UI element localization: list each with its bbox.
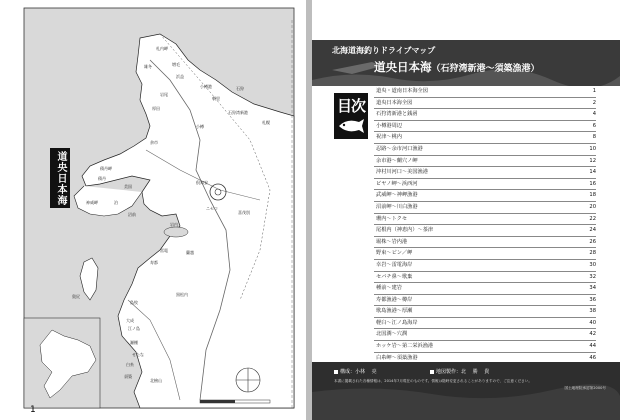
place-name: 岩尾 — [160, 92, 168, 97]
toc-row[interactable] — [374, 248, 596, 260]
toc-page: 14 — [589, 169, 596, 176]
toc-row[interactable] — [374, 329, 596, 341]
toc-row[interactable] — [374, 283, 596, 295]
place-name: 寿都 — [150, 260, 158, 265]
header-title — [374, 59, 540, 75]
toc-page: 18 — [589, 192, 596, 199]
toc-page: 1 — [592, 88, 596, 94]
toc-title: セバチ鼻～歌棄 — [376, 273, 413, 280]
toc-title: 尾根内（神恵内）～茶津 — [376, 227, 434, 234]
toc-row[interactable] — [374, 179, 596, 191]
credit-name: 北 勝 貴 — [461, 369, 490, 375]
toc-title: ホッケ岩～第二栄浜漁港 — [376, 343, 434, 350]
toc-page: 30 — [589, 261, 596, 268]
toc-title: 忍路～余市河口漁港 — [376, 145, 423, 152]
toc-page: 8 — [592, 134, 596, 141]
toc-row[interactable] — [374, 156, 596, 168]
toc-page: 36 — [589, 296, 596, 303]
toc-row[interactable] — [374, 341, 596, 353]
bullet-square-icon — [334, 370, 338, 374]
toc-page: 42 — [589, 331, 596, 338]
toc-title: 石狩湾新港と銭函 — [376, 111, 418, 118]
place-name: 石狩湾新港 — [228, 110, 248, 115]
place-name: 瀬棚 — [130, 340, 138, 345]
toc-page: 16 — [589, 180, 596, 187]
place-name: 積丹 — [98, 176, 106, 181]
toc-title: 白糸岬～須築漁港 — [376, 354, 418, 361]
place-name: 倶知安 — [196, 180, 208, 185]
header-title-paren: （石狩湾新港～須築漁港） — [431, 64, 540, 74]
toc-title: 寿都漁港～樽岸 — [376, 296, 413, 303]
toc-row[interactable] — [374, 214, 596, 226]
right-page-toc — [312, 0, 620, 420]
toc-page: 20 — [589, 203, 596, 210]
toc-title: 道央日本海全図 — [376, 99, 413, 106]
toc-row[interactable] — [374, 86, 596, 98]
toc-row[interactable] — [374, 318, 596, 330]
toc-title: 余市港～蘭穴ノ岬 — [376, 157, 418, 164]
toc-page: 46 — [589, 354, 596, 361]
toc-row[interactable] — [374, 306, 596, 318]
toc-row[interactable] — [374, 132, 596, 144]
toc-page: 28 — [589, 250, 596, 257]
page-number-left: 1 — [30, 405, 36, 415]
toc-page: 38 — [589, 308, 596, 315]
toc-page: 4 — [592, 111, 596, 118]
header-title-main: 道央日本海 — [374, 60, 432, 74]
toc-row[interactable] — [374, 144, 596, 156]
disclaimer-note: 本書に掲載された各種情報は、2014年7月現在のものです。情報は随時変更されることがありますので、ご注意ください。 — [334, 379, 532, 383]
coastline-map — [0, 0, 306, 420]
place-name: 札内岬 — [156, 46, 168, 51]
place-name: 積丹岬 — [100, 166, 112, 171]
place-name: 江ノ島 — [128, 326, 140, 331]
toc-row[interactable] — [374, 272, 596, 284]
toc-list — [374, 86, 596, 364]
credit-map: 地図製作：北 勝 貴 — [430, 368, 489, 375]
toc-page: 34 — [589, 285, 596, 292]
place-name: 大成 — [126, 318, 134, 323]
place-name: 白糸 — [126, 362, 134, 367]
toc-title: 幸岩～雷電海岸 — [376, 261, 413, 268]
left-page-map — [0, 0, 306, 420]
toc-title: 野束～ビン／岬 — [376, 250, 413, 257]
credit-label: 構成 — [340, 369, 351, 375]
place-name: 泊 — [114, 200, 118, 205]
toc-label: 目次 — [336, 97, 365, 115]
place-name: 小樽港 — [200, 84, 212, 89]
place-name: 朝里 — [212, 96, 220, 101]
toc-page: 12 — [589, 157, 596, 164]
toc-page: 26 — [589, 238, 596, 245]
toc-row[interactable] — [374, 260, 596, 272]
place-name: 厚田 — [152, 106, 160, 111]
toc-title: 堀株～岩内港 — [376, 238, 408, 245]
place-name: 岩内 — [170, 222, 178, 227]
place-name: 神威岬 — [86, 200, 98, 205]
toc-page: 2 — [592, 99, 596, 106]
credit-name: 小林 亮 — [355, 369, 377, 375]
place-name: 奥尻 — [72, 294, 80, 299]
approval-note: 国土地理院承認第2000号 — [564, 386, 606, 390]
place-name: 喜茂別 — [238, 210, 250, 215]
toc-title: 歌島漁港～厚瀬 — [376, 308, 413, 315]
toc-title: 沼前岬～川白漁港 — [376, 203, 418, 210]
place-name: 黒松内 — [176, 292, 188, 297]
toc-title: 沖村川河口～美国漁港 — [376, 169, 428, 176]
toc-title: 珊内～トクセ — [376, 215, 408, 222]
toc-row[interactable] — [374, 190, 596, 202]
toc-page: 10 — [589, 145, 596, 152]
place-name: 沼前 — [128, 212, 136, 217]
toc-row[interactable] — [374, 225, 596, 237]
place-name: 須築 — [124, 374, 132, 379]
toc-row[interactable] — [374, 121, 596, 133]
toc-row[interactable] — [374, 237, 596, 249]
place-name: ニセコ — [206, 206, 218, 211]
toc-title: 北国潤～穴潤 — [376, 331, 408, 338]
place-name: 雷電 — [160, 248, 168, 253]
place-name: 雄冬 — [144, 64, 152, 69]
toc-title: 祝津～桃内 — [376, 134, 402, 141]
header-subtitle: 北海道海釣りドライブマップ — [332, 46, 436, 55]
toc-page: 6 — [592, 122, 596, 129]
toc-page: 22 — [589, 215, 596, 222]
bullet-square-icon — [430, 370, 434, 374]
toc-row[interactable] — [374, 295, 596, 307]
header-band — [312, 40, 620, 86]
place-name: 小樽 — [196, 124, 204, 129]
place-name: 増毛 — [172, 62, 180, 67]
toc-title: 小樽港周辺 — [376, 122, 402, 129]
toc-row[interactable] — [374, 167, 596, 179]
toc-title: 道央・道南日本海全図 — [376, 88, 428, 94]
place-name: せたな — [132, 352, 144, 357]
toc-badge — [334, 93, 368, 139]
region-label: 道央日本海 — [50, 148, 70, 208]
place-name: 浜益 — [176, 74, 184, 79]
toc-row[interactable] — [374, 202, 596, 214]
toc-row[interactable] — [374, 109, 596, 121]
credit-label: 地図製作 — [436, 369, 457, 375]
place-name: 島牧 — [130, 300, 138, 305]
toc-row[interactable] — [374, 98, 596, 110]
toc-page: 44 — [589, 343, 596, 350]
toc-page: 24 — [589, 227, 596, 234]
credit-composition: 構成：小林 亮 — [334, 368, 377, 375]
place-name: 北檜山 — [150, 378, 162, 383]
place-name: 石狩 — [236, 86, 244, 91]
fish-icon — [337, 117, 365, 135]
toc-title: 種前～建岩 — [376, 285, 402, 292]
place-name: 美国 — [124, 184, 132, 189]
toc-title: 軽臼～江ノ島海岸 — [376, 319, 418, 326]
toc-page: 32 — [589, 273, 596, 280]
toc-title: ピヤノ岬～浜西河 — [376, 180, 418, 187]
place-name: 余市 — [150, 140, 158, 145]
credits-band — [312, 362, 620, 420]
place-name: 札幌 — [262, 120, 270, 125]
toc-title: 武威岬～神岬漁港 — [376, 192, 418, 199]
place-name: 蘭越 — [186, 250, 194, 255]
toc-page: 40 — [589, 319, 596, 326]
